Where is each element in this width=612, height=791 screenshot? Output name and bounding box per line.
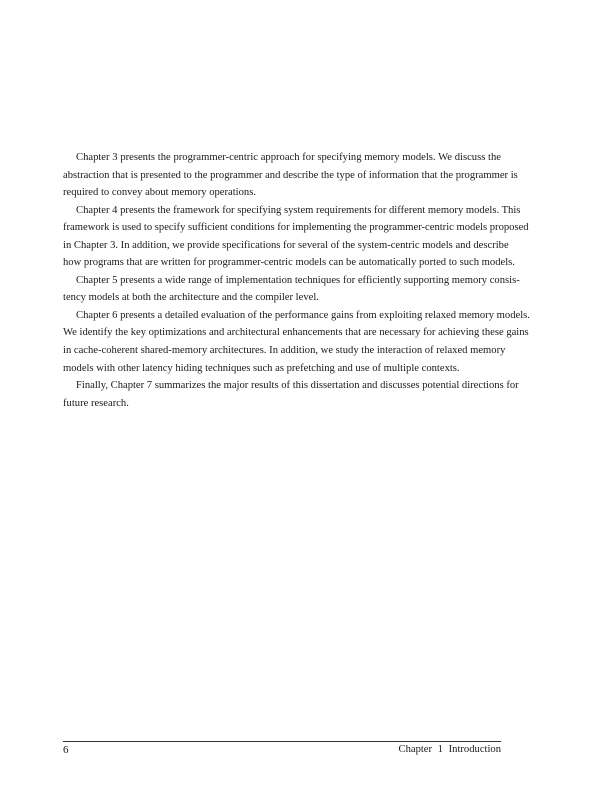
text-line: We identify the key optimizations and architectural enhancements that are necessary for achieving these gains <box>63 327 529 339</box>
text-line: Finally, Chapter 7 summarizes the major results of this dissertation and discusses potential directions for <box>76 380 519 392</box>
text-line: abstraction that is presented to the programmer and describe the type of information that the programmer is <box>63 169 518 181</box>
text-line: tency models at both the architecture and the compiler level. <box>63 292 319 304</box>
text-line: framework is used to specify sufficient conditions for implementing the programmer-centric models proposed <box>63 222 529 234</box>
text-line: how programs that are written for programmer-centric models can be automatically ported to such models. <box>63 257 515 269</box>
paragraph <box>63 377 519 412</box>
text-line: required to convey about memory operations. <box>63 187 256 199</box>
text-line: Chapter 5 presents a wide range of implementation techniques for efficiently supporting memory consis- <box>76 274 520 286</box>
page-number: 6 <box>63 744 69 756</box>
footer-rule <box>63 741 501 742</box>
text-line: Chapter 3 presents the programmer-centric approach for specifying memory models. We discuss the <box>76 152 501 163</box>
paragraph <box>63 307 530 377</box>
text-line: models with other latency hiding techniques such as prefetching and use of multiple contexts. <box>63 362 460 374</box>
text-line: future research. <box>63 397 129 409</box>
body-text <box>63 149 530 412</box>
text-line: Chapter 4 presents the framework for specifying system requirements for different memory models. This <box>76 204 521 216</box>
paragraph <box>63 202 529 272</box>
running-footer-title: Chapter 1 Introduction <box>398 744 501 755</box>
text-line: in cache-coherent shared-memory architectures. In addition, we study the interaction of relaxed memory <box>63 345 506 357</box>
paragraph <box>63 272 520 307</box>
text-line: in Chapter 3. In addition, we provide specifications for several of the system-centric models and describe <box>63 239 509 251</box>
paragraph <box>63 149 518 202</box>
text-line: Chapter 6 presents a detailed evaluation of the performance gains from exploiting relaxed memory models. <box>76 309 530 321</box>
